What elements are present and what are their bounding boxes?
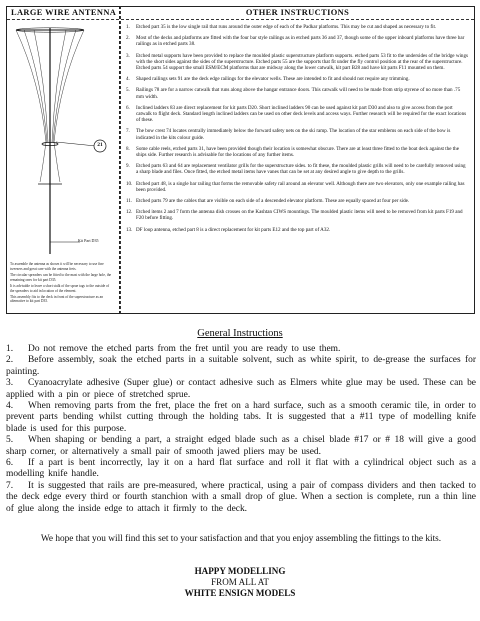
antenna-panel-title: LARGE WIRE ANTENNA bbox=[7, 7, 119, 20]
instruction-number: 10. bbox=[126, 180, 133, 187]
instruction-item bbox=[124, 198, 472, 204]
general-item bbox=[6, 344, 476, 355]
instruction-number: 2. bbox=[126, 35, 130, 42]
general-item bbox=[6, 378, 476, 401]
signoff-line-1: HAPPY MODELLING bbox=[194, 566, 286, 576]
antenna-note: This assembly fits to the deck in front of the superstructure as an alternative to kit part D35. bbox=[10, 294, 104, 304]
instruction-number: 7. bbox=[126, 128, 130, 135]
general-item bbox=[6, 458, 476, 481]
instruction-item bbox=[124, 35, 472, 47]
antenna-note: The circular spreaders can be fitted to the mast with the large hole, the remaining ones for kit part D35. bbox=[10, 272, 112, 282]
callout-number: 21 bbox=[97, 142, 103, 148]
instruction-number: 1. bbox=[126, 24, 130, 30]
instruction-text: The bow crest 74 locates centrally immediately below the forward safety nets on the ski ramp. The location of the star emblems on each side of the bow is indicated in the kits colour guide. bbox=[136, 128, 451, 141]
instruction-item bbox=[124, 87, 472, 99]
antenna-note: To assemble the antenna as shown it will be necessary to use fine tweezers and great care with the antenna frets. bbox=[10, 262, 104, 271]
general-item bbox=[6, 435, 476, 458]
general-item-number: 7. bbox=[6, 480, 14, 491]
instruction-number: 5. bbox=[126, 87, 130, 94]
instruction-item bbox=[124, 181, 472, 193]
general-item-text: When removing parts from the fret, place the fret on a hard surface, such as a smooth ceramic tile, in order to prevent parts bending whilst cutting through the holding tabs. It is suggested that a #11 type of modelling knife blade is used for this purpose. bbox=[6, 401, 476, 434]
general-item-number: 4. bbox=[6, 401, 14, 412]
instruction-number: 9. bbox=[126, 163, 130, 170]
general-item-text: It is suggested that rails are pre-measured, where practical, using a pair of compass dividers and then tacked to the deck edge every third or fourth stanchion with a small drop of glue. When a section is complete, run a thin line of glue along the inside edge to attach it firmly to the deck. bbox=[6, 480, 476, 514]
instruction-item bbox=[124, 128, 472, 140]
instruction-item bbox=[124, 163, 472, 175]
instruction-text: Most of the decks and platforms are fitted with the four bar style railings as in etched parts 36 and 37, though some of the upper inboard platforms have three bar railings as in etched parts 38. bbox=[136, 35, 465, 48]
kit-part-label: Kit Part D35 bbox=[78, 238, 99, 243]
instruction-text: Etched parts 63 and 64 are replacement ventilator grills for the superstructure sides. to fit these, the moulded plastic grills will need to be carefully removed using a sharp blade and files. Once fitted, the etched metal items have vanes that can be set at any desired angle to give depth to the grills. bbox=[136, 163, 466, 176]
instruction-item bbox=[124, 53, 472, 72]
general-item-number: 1. bbox=[6, 344, 14, 354]
instruction-number: 4. bbox=[126, 76, 130, 83]
general-item bbox=[6, 355, 476, 378]
instruction-item bbox=[124, 146, 472, 158]
signoff-line-2: FROM ALL AT bbox=[211, 576, 269, 587]
instruction-number: 11. bbox=[126, 198, 133, 205]
instruction-text: Etched part 48, is a single bar railing that forms the removable safety rail around an elevator well. Although there are two elevators, only one example railing has been provided. bbox=[136, 180, 465, 193]
instruction-item bbox=[124, 209, 472, 221]
general-item-text: Cyanoacrylate adhesive (Super glue) or contact adhesive such as Elmers white glue may be used. These can be applied with a pin or piece of stretched sprue. bbox=[6, 378, 476, 400]
signoff-company: WHITE ENSIGN MODELS bbox=[184, 587, 296, 598]
other-instructions-title: OTHER INSTRUCTIONS bbox=[121, 7, 474, 20]
instruction-text: Some cable reels, etched parts 31, have been provided though their location is somewhat obscure. There are at least three fitted to the boat deck against the the ships side. Further research is advisable for the locations of any further items. bbox=[136, 145, 459, 159]
instruction-text: Etched parts 79 are the cables that are visible on each side of a descended elevator platform. These are equally spaced at four per side. bbox=[136, 198, 410, 205]
instruction-number: 12. bbox=[126, 209, 133, 216]
general-item-text: If a part is bent incorrectly, lay it on a hard flat surface and roll it flat with a cylindrical object such as a modelling knife handle. bbox=[6, 458, 476, 480]
general-item-text: Do not remove the etched parts from the fret until you are ready to use them. bbox=[28, 344, 341, 354]
general-instructions-title: General Instructions bbox=[197, 328, 283, 339]
instruction-number: 13. bbox=[126, 226, 133, 233]
general-item-number: 6. bbox=[6, 458, 14, 469]
instruction-item bbox=[124, 76, 472, 82]
instruction-text: Inclined ladders 83 are direct replacement for kit parts D20. Short inclined ladders 90 can be used against kit part D30 and also to give access from the port catwalk to flight deck. Standard length inclined ladders can be used on other deck levels and access ways. Further research will be required for the exact locations of these. bbox=[136, 104, 467, 124]
general-item bbox=[6, 401, 476, 435]
general-instructions-list bbox=[6, 344, 476, 515]
general-item-text: Before assembly, soak the etched parts in a suitable solvent, such as white spirit, to de-grease the surfaces for painting. bbox=[6, 355, 476, 377]
signoff bbox=[0, 566, 480, 598]
instruction-text: Etched metal supports have been provided to replace the moulded plastic superstructure platform supports. etched parts 53 fit to the undersides of the bridge wings with the short sides against the sides of the superstructure. Etched parts 55 are the supports that fit under the fly control position at the rear of the superstructure. Etched parts 54 support the small ESM/ECM platforms that are midway along the lower catwalk, kit part B28 and have kit parts F11 mounted on them. bbox=[136, 52, 468, 72]
instruction-item bbox=[124, 227, 472, 233]
general-item bbox=[6, 481, 476, 515]
general-item-number: 5. bbox=[6, 435, 14, 446]
closing-message: We hope that you will find this set to your satisfaction and that you enjoy assembling the fittings to the kits. bbox=[40, 534, 442, 544]
antenna-notes bbox=[10, 262, 112, 306]
instruction-text: DF loop antenna, etched part 8 is a direct replacement for kit parts E12 and the top part of A32. bbox=[136, 226, 331, 233]
instruction-item bbox=[124, 24, 472, 30]
instruction-item bbox=[124, 105, 472, 124]
instruction-number: 3. bbox=[126, 52, 130, 59]
antenna-note: It is advisable to leave a short stalk of the sprue tags to the outside of the spreaders to aid in location of the element. bbox=[10, 283, 110, 293]
instruction-text: Shaped railings sets 91 are the deck edge railings for the elevator wells. These are intended to fit and should not require any trimming. bbox=[136, 76, 410, 83]
instruction-number: 8. bbox=[126, 145, 130, 152]
antenna-drawing bbox=[10, 22, 114, 258]
general-item-number: 3. bbox=[6, 378, 14, 389]
instruction-text: Etched items 2 and 7 form the antenna dish crosses on the Kashtan CIWS mountings. The moulded plastic items will need to be removed from kit parts F19 and F20 before fitting. bbox=[136, 209, 463, 222]
general-item-text: When shaping or bending a part, a straight edged blade such as a chisel blade #17 or # 18 will give a good sharp corner, or alternatively a small pair of smooth jawed pliers may be used. bbox=[6, 435, 476, 457]
general-item-number: 2. bbox=[6, 355, 14, 366]
instruction-number: 6. bbox=[126, 104, 130, 111]
instruction-text: Etched part 35 is the low single rail that runs around the outer edge of each of the Padkar platforms. This may be cut and shaped as necessary to fit. bbox=[136, 24, 437, 30]
other-instructions-list bbox=[124, 24, 472, 233]
instruction-text: Railings 78 are for a narrow catwalk that runs along above the hangar entrance doors. This catwalk will need to be made from strip styrene of no more than .75 mm width. bbox=[136, 87, 461, 100]
